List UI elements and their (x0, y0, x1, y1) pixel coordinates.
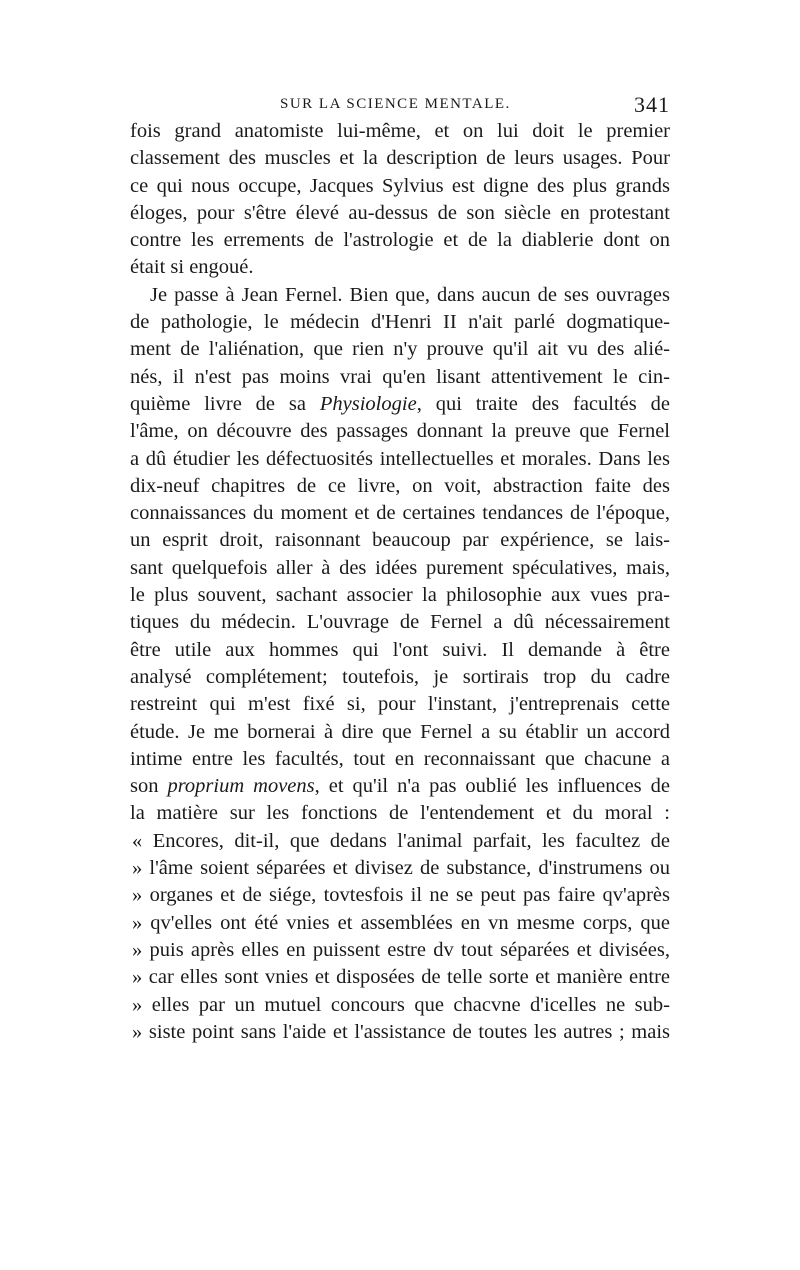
text-line: a dû étudier les défectuosités intellectuelles et morales. Dans les (130, 447, 670, 470)
quote-line: « Encores, dit-il, que dedans l'animal parfait, les facultez de (132, 829, 670, 852)
text-line: étude. Je me bornerai à dire que Fernel a su établir un accord (130, 720, 670, 743)
quote-line: » organes et de siége, tovtesfois il ne se peut pas faire qv'après (132, 884, 670, 907)
body-text (130, 118, 670, 1046)
text-line: ce qui nous occupe, Jacques Sylvius est digne des plus grands (130, 174, 670, 197)
italic-phrase: proprium movens (167, 775, 315, 798)
text-segment: son (130, 775, 168, 798)
text-segment: , qui traite des facultés de (416, 392, 670, 415)
text-line: la matière sur les fonctions de l'entendement et du moral : (130, 802, 670, 825)
text-line: le plus souvent, sachant associer la philosophie aux vues pra- (130, 584, 670, 607)
text-line-paragraph-end: était si engoué. (130, 256, 254, 279)
italic-title: Physiologie (319, 392, 417, 415)
text-line: nés, il n'est pas moins vrai qu'en lisant attentivement le cin- (130, 365, 670, 388)
quote-line: » qv'elles ont été vnies et assemblées en vn mesme corps, que (132, 911, 670, 934)
text-line: analysé complétement; toutefois, je sortirais trop du cadre (130, 665, 670, 688)
text-line: fois grand anatomiste lui-même, et on lui doit le premier (130, 120, 670, 142)
text-line: connaissances du moment et de certaines tendances de l'époque, (130, 502, 670, 525)
running-head: SUR LA SCIENCE MENTALE. (280, 96, 511, 112)
text-line: être utile aux hommes qui l'ont suivi. Il demande à être (130, 638, 670, 661)
text-line: de pathologie, le médecin d'Henri II n'ait parlé dogmatique- (130, 311, 670, 334)
quote-line: » elles par un mutuel concours que chacvne d'icelles ne sub- (132, 993, 670, 1016)
quote-line: » puis après elles en puissent estre dv tout séparées et divisées, (132, 938, 670, 961)
text-line-with-italic (130, 391, 670, 418)
page-number: 341 (634, 92, 670, 117)
text-segment: quième livre de sa (130, 392, 320, 415)
text-line: tiques du médecin. L'ouvrage de Fernel a dû nécessairement (130, 611, 670, 634)
text-line-with-italic (130, 773, 670, 800)
quote-line: » l'âme soient séparées et divisez de substance, d'instrumens ou (132, 857, 670, 880)
text-line: l'âme, on découvre des passages donnant la preuve que Fernel (130, 420, 670, 443)
text-segment: , et qu'il n'a pas oublié les influences de (314, 775, 670, 798)
text-line-paragraph-start: Je passe à Jean Fernel. Bien que, dans aucun de ses ouvrages (150, 283, 670, 306)
text-line: intime entre les facultés, tout en reconnaissant que chacune a (130, 747, 670, 770)
text-line: ment de l'aliénation, que rien n'y prouve qu'il ait vu des alié- (130, 338, 670, 361)
text-line: classement des muscles et la description de leurs usages. Pour (130, 147, 670, 170)
quote-line: » siste point sans l'aide et l'assistance de toutes les autres ; mais (132, 1020, 670, 1043)
text-line: restreint qui m'est fixé si, pour l'instant, j'entreprenais cette (130, 693, 670, 716)
text-line: un esprit droit, raisonnant beaucoup par expérience, se lais- (130, 529, 670, 552)
text-line: contre les errements de l'astrologie et de la diablerie dont on (130, 229, 670, 252)
text-line: dix-neuf chapitres de ce livre, on voit, abstraction faite des (130, 474, 670, 497)
text-line: sant quelquefois aller à des idées purement spéculatives, mais, (130, 556, 670, 579)
text-line: éloges, pour s'être élevé au-dessus de son siècle en protestant (130, 201, 670, 224)
quote-line: » car elles sont vnies et disposées de telle sorte et manière entre (132, 966, 670, 989)
